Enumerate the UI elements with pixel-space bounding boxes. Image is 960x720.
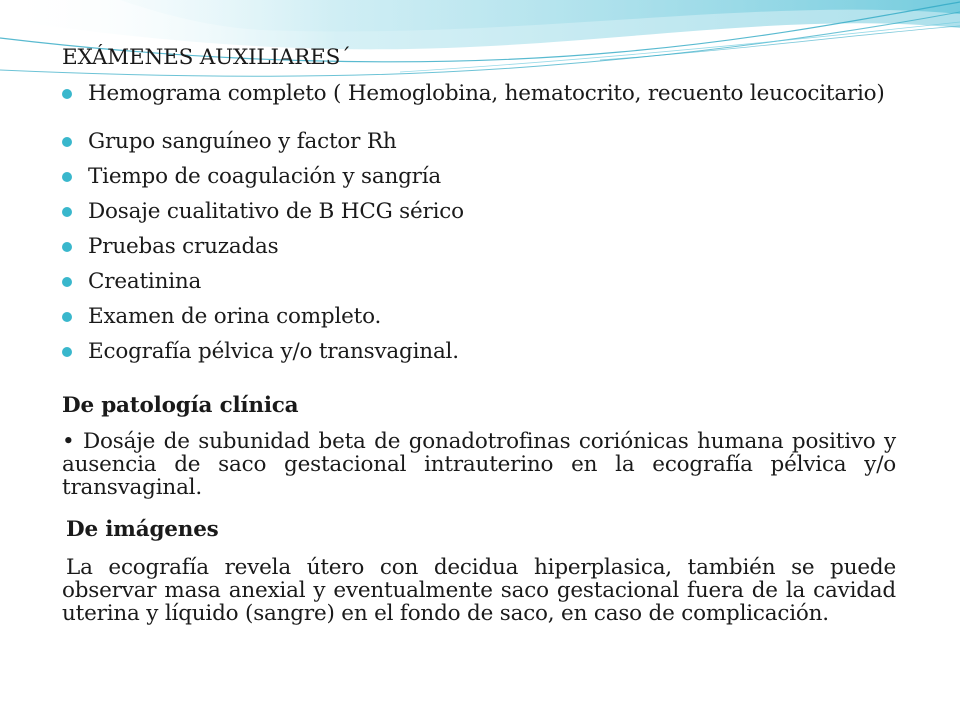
- section-text-patologia: • Dosáje de subunidad beta de gonadotrofinas coriónicas humana positivo y ausencia de saco gestacional intrauterino en la ecografía pélvica y/o transvaginal.: [62, 429, 896, 500]
- section-text-imagenes: La ecografía revela útero con decidua hiperplasica, también se puede observar masa anexial y eventualmente saco gestacional fuera de la cavidad uterina y líquido (sangre) en el fondo de saco, en caso de complicación.: [62, 555, 896, 626]
- list-item: Creatinina: [62, 270, 922, 305]
- section-heading-imagenes: De imágenes: [66, 517, 219, 542]
- list-item: Hemograma completo ( Hemoglobina, hematocrito, recuento leucocitario): [62, 82, 922, 130]
- list-item: Dosaje cualitativo de B HCG sérico: [62, 200, 922, 235]
- list-item: Grupo sanguíneo y factor Rh: [62, 130, 922, 165]
- list-item: Examen de orina completo.: [62, 305, 922, 340]
- list-item: Ecografía pélvica y/o transvaginal.: [62, 340, 922, 375]
- list-item: Pruebas cruzadas: [62, 235, 922, 270]
- section-heading-patologia: De patología clínica: [62, 393, 299, 418]
- slide-title: EXÁMENES AUXILIARES´: [62, 45, 351, 70]
- exam-list: [62, 82, 922, 375]
- list-item: Tiempo de coagulación y sangría: [62, 165, 922, 200]
